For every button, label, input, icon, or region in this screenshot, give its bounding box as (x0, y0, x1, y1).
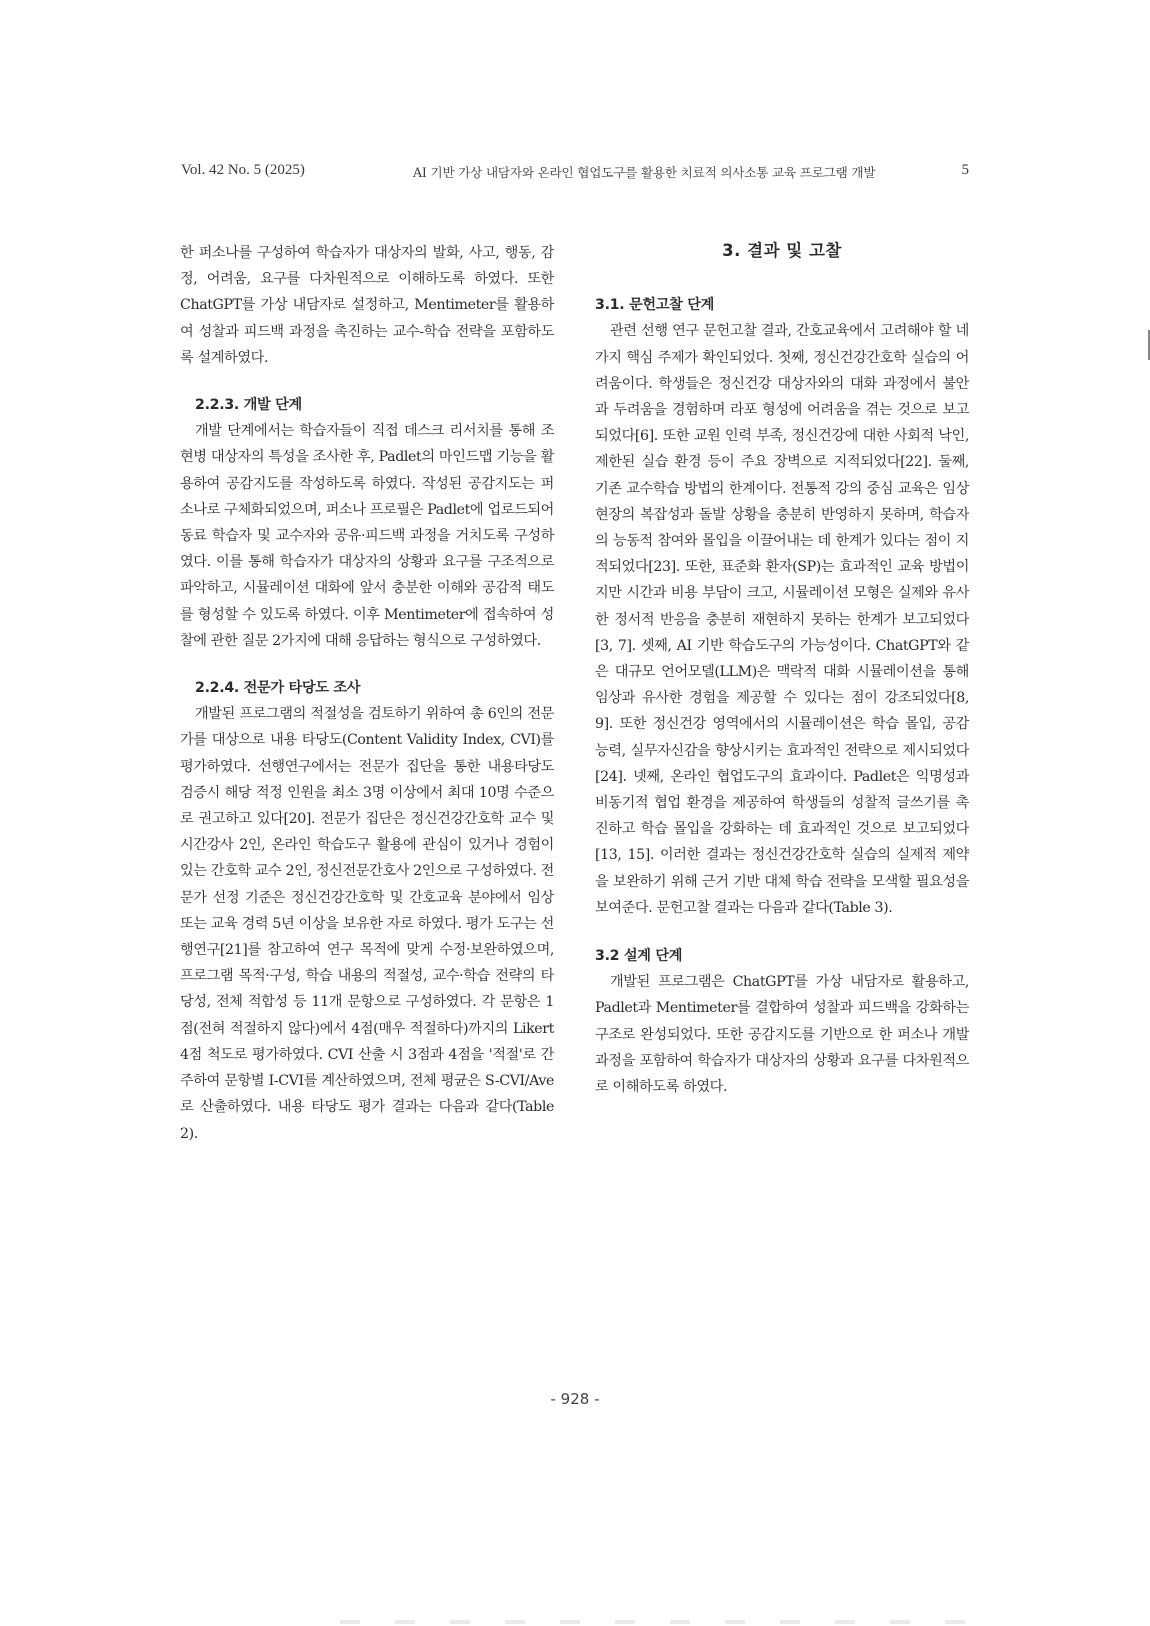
header-page-number: 5 (961, 162, 969, 178)
section-2-2-3-heading: 2.2.3. 개발 단계 (195, 397, 302, 414)
section-3-1-paragraph: 관련 선행 연구 문헌고찰 결과, 간호교육에서 고려해야 할 네 가지 핵심 주제가 확인되었다. 첫째, 정신건강간호학 실습의 어려움이다. 학생들은 정신건강 대상자와의 대화 과정에서 불안과 두려움을 경험하며 라포 형성에 어려움을 겪는 것으로 보고되었다[6]. 또한 교원 인력 부족, 정신건강에 대한 사회적 낙인, 제한된 실습 환경 등이 주요 장벽으로 지적되었다[22]. 둘째, 기존 교수학습 방법의 한계이다. 전통적 강의 중심 교육은 임상 현장의 복잡성과 돌발 상황을 충분히 반영하지 못하며, 학습자의 능동적 참여와 몰입을 이끌어내는 데 한계가 있다는 점이 지적되었다[23]. 또한, 표준화 환자(SP)는 효과적인 교육 방법이지만 시간과 비용 부담이 크고, 시뮬레이션 모형은 실제와 유사한 정서적 반응을 충분히 재현하지 못하는 한계가 보고되었다[3, 7]. 셋째, AI 기반 학습도구의 가능성이다. ChatGPT와 같은 대규모 언어모델(LLM)은 맥락적 대화 시뮬레이션을 통해 임상과 유사한 경험을 제공할 수 있다는 점이 강조되었다[8, 9]. 또한 정신건강 영역에서의 시뮬레이션은 학습 몰입, 공감 능력, 실무자신감을 향상시키는 효과적인 전략으로 제시되었다[24]. 넷째, 온라인 협업도구의 효과이다. Padlet은 익명성과 비동기적 협업 환경을 제공하여 학생들의 성찰적 글쓰기를 촉진하고 학습 몰입을 강화하는 데 효과적인 것으로 보고되었다[13, 15]. 이러한 결과는 정신건강간호학 실습의 실제적 제약을 보완하기 위해 근거 기반 대체 학습 전략을 모색할 필요성을 보여준다. 문헌고찰 결과는 다음과 같다(Table 3). (595, 323, 969, 916)
right-column (595, 238, 969, 1100)
section-3-2-heading: 3.2 설계 단계 (595, 948, 683, 965)
section-2-2-4-heading: 2.2.4. 전문가 타당도 조사 (195, 680, 361, 697)
intro-paragraph: 한 퍼소나를 구성하여 학습자가 대상자의 발화, 사고, 행동, 감정, 어려움, 요구를 다차원적으로 이해하도록 하였다. 또한 ChatGPT를 가상 내담자로 설정하고, Mentimeter를 활용하여 성찰과 피드백 과정을 촉진하는 교수-학습 전략을 포함하도록 설계하였다. (180, 245, 554, 366)
section-3-1-heading: 3.1. 문헌고찰 단계 (595, 297, 715, 314)
page-number-footer: - 928 - (550, 1390, 600, 1408)
section-2-2-3-paragraph: 개발 단계에서는 학습자들이 직접 데스크 리서치를 통해 조현병 대상자의 특성을 조사한 후, Padlet의 마인드맵 기능을 활용하여 공감지도를 작성하도록 하였다. 작성된 공감지도는 퍼소나로 구체화되었으며, 퍼소나 프로필은 Padlet에 업로드되어 동료 학습자 및 교수자와 공유·피드백 과정을 거치도록 구성하였다. 이를 통해 학습자가 대상자의 상황과 요구를 구조적으로 파악하고, 시뮬레이션 대화에 앞서 충분한 이해와 공감적 태도를 형성할 수 있도록 하였다. 이후 Mentimeter에 접속하여 성찰에 관한 질문 2가지에 대해 응답하는 형식으로 구성하였다. (180, 423, 554, 649)
section-3-heading: 3. 결과 및 고찰 (722, 241, 842, 260)
bottom-bleed-artifact (340, 1620, 980, 1624)
running-header (181, 162, 969, 184)
left-column (180, 240, 554, 1147)
journal-volume: Vol. 42 No. 5 (2025) (181, 162, 305, 178)
running-title: AI 기반 가상 내담자와 온라인 협업도구를 활용한 치료적 의사소통 교육 프로그램 개발 (413, 165, 876, 180)
section-2-2-4-paragraph: 개발된 프로그램의 적절성을 검토하기 위하여 총 6인의 전문가를 대상으로 내용 타당도(Content Validity Index, CVI)를 평가하였다. 선행연구에서는 전문가 집단을 통한 내용타당도 검증시 해당 적정 인원을 최소 3명 이상에서 최대 10명 수준으로 권고하고 있다[20]. 전문가 집단은 정신건강간호학 교수 및 시간강사 2인, 온라인 학습도구 활용에 관심이 있거나 경험이 있는 간호학 교수 2인, 정신전문간호사 2인으로 구성하였다. 전문가 선정 기준은 정신건강간호학 및 간호교육 분야에서 임상 또는 교육 경력 5년 이상을 보유한 자로 하였다. 평가 도구는 선행연구[21]를 참고하여 연구 목적에 맞게 수정·보완하였으며, 프로그램 목적·구성, 학습 내용의 적절성, 교수·학습 전략의 타당성, 전체 적합성 등 11개 문항으로 구성하였다. 각 문항은 1점(전혀 적절하지 않다)에서 4점(매우 적절하다)까지의 Likert 4점 척도로 평가하였다. CVI 산출 시 3점과 4점을 '적절'로 간주하여 문항별 I-CVI를 계산하였으며, 전체 평균은 S-CVI/Ave로 산출하였다. 내용 타당도 평가 결과는 다음과 같다(Table 2). (180, 706, 554, 1142)
section-3-2-paragraph: 개발된 프로그램은 ChatGPT를 가상 내담자로 활용하고, Padlet과 Mentimeter를 결합하여 성찰과 피드백을 강화하는 구조로 완성되었다. 또한 공감지도를 기반으로 한 퍼소나 개발 과정을 포함하여 학습자가 대상자의 상황과 요구를 다차원적으로 이해하도록 하였다. (595, 974, 969, 1096)
